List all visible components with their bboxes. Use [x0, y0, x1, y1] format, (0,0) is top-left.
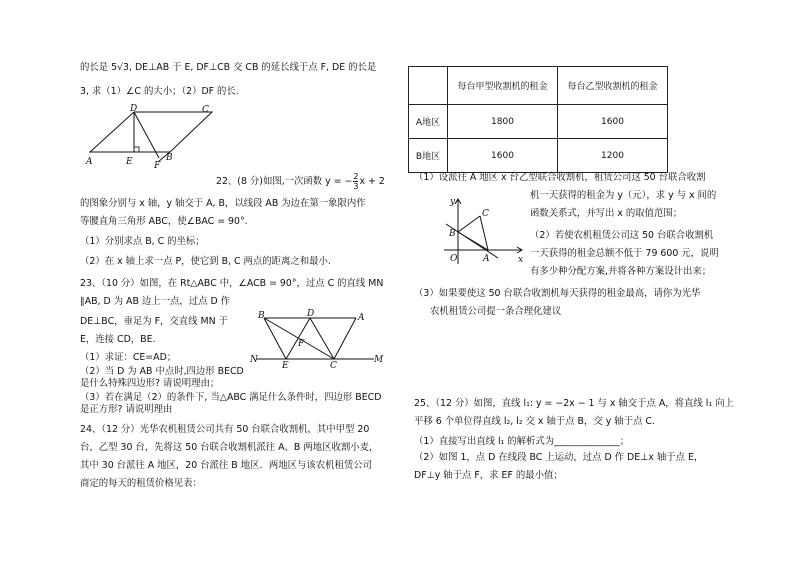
- q23-label-D: D: [307, 309, 315, 319]
- q22-text-line1: [216, 172, 385, 191]
- q22-label-B: B: [449, 229, 456, 239]
- q21-text-line2: 3, 求（1）∠C 的大小；（2）DF 的长.: [80, 86, 239, 97]
- q24-part3b: 农机租赁公司提一条合理化建议: [430, 306, 562, 317]
- q22-text-line2: 的图象分别与 x 轴，y 轴交于 A, B，以线段 AB 为边在第一象限内作: [80, 198, 366, 209]
- q21-figure: [84, 104, 224, 171]
- table-row: [409, 105, 668, 139]
- table-cell: 1600: [558, 105, 668, 139]
- q23-label-C: C: [330, 361, 337, 371]
- q24-text-line3: 其中 30 台派往 A 地区，20 台派往 B 地区．两地区与该农机租赁公司: [80, 460, 372, 471]
- q23-text-line1: 23、（10 分）如图，在 Rt△ABC 中，∠ACB = 90°，过点 C 的直线 MN: [80, 278, 384, 289]
- q22-label-x: x: [518, 255, 524, 265]
- table-cell: 1600: [448, 139, 558, 173]
- q22-label-O: O: [450, 254, 458, 264]
- q22-part1: （1）分别求点 B, C 的坐标；: [80, 236, 205, 247]
- q23-part2a: （2）当 D 为 AB 中点时,四边形 BECD: [80, 366, 244, 377]
- q23-label-B: B: [258, 311, 265, 321]
- q23-part3a: （3）若在满足（2）的条件下, 当△ABC 满足什么条件时，四边形 BECD: [80, 392, 382, 403]
- table-header-row: [409, 67, 668, 105]
- q22-fraction: [353, 172, 358, 191]
- q21-label-C: C: [202, 105, 209, 115]
- q23-label-A: A: [358, 313, 365, 323]
- table-header-type-a: 每台甲型收割机的租金: [448, 67, 558, 105]
- q24-text-line4: 商定的每天的租赁价格见表：: [80, 478, 202, 489]
- q24-part1c: 函数关系式，并写出 x 的取值范围；: [530, 208, 683, 219]
- q22-line1-end: x + 2: [359, 176, 385, 187]
- table-cell: 1200: [558, 139, 668, 173]
- q25-part2a: （2）如图 1，点 D 在线段 BC 上运动，过点 D 作 DE⊥x 轴于点 E，: [414, 452, 704, 463]
- q25-part1: （1）直接写出直线 l₁ 的解析式为______________；: [414, 436, 630, 447]
- rent-price-table: [408, 66, 668, 173]
- q23-part3b: 是正方形? 请说明理由: [80, 404, 173, 415]
- table-cell-region: B地区: [409, 139, 448, 173]
- q22-figure: [440, 194, 526, 268]
- q25-part2b: DF⊥y 轴于点 F，求 EF 的最小值；: [414, 470, 563, 481]
- q23-text-line2: ∥AB, D 为 AB 边上一点，过点 D 作: [80, 296, 231, 307]
- q23-label-M: M: [374, 355, 384, 365]
- q23-part2b: 是什么特殊四边形? 请说明理由；: [80, 378, 220, 389]
- q22-intro: 22、(8 分)如图,一次函数 y = −: [216, 176, 353, 187]
- table-cell: 1800: [448, 105, 558, 139]
- q24-part1b: 机一天获得的租金为 y（元），求 y 与 x 间的: [530, 190, 717, 201]
- q22-text-line3: 等腰直角三角形 ABC，使∠BAC = 90°.: [80, 216, 248, 227]
- q24-text-line1: 24、（12 分）光华农机租赁公司共有 50 台联合收割机，其中甲型 20: [80, 424, 370, 435]
- q22-label-C: C: [482, 209, 489, 219]
- q23-label-F: F: [298, 339, 305, 349]
- q23-figure: [250, 308, 384, 371]
- q24-part3a: （3）如果要使这 50 台联合收割机每天获得的租金最高，请你为光华: [414, 288, 701, 299]
- q21-label-F: F: [154, 161, 161, 171]
- q22-label-y: y: [450, 197, 456, 207]
- q24-text-line2: 台，乙型 30 台，先将这 50 台联合收割机派往 A、B 两地区收割小麦，: [80, 442, 379, 453]
- q24-part2a: （2）若使农机租赁公司这 50 台联合收割机: [530, 230, 714, 241]
- q21-label-B: B: [166, 153, 173, 163]
- q23-label-N: N: [250, 355, 258, 365]
- table-row: [409, 139, 668, 173]
- q21-text-line1: 的长是 5√3, DE⊥AB 于 E, DF⊥CB 交 CB 的延长线于点 F, DE 的长是: [80, 62, 377, 73]
- q23-label-E: E: [282, 361, 289, 371]
- q24-part2c: 有多少种分配方案,并将各种方案设计出来；: [530, 266, 712, 277]
- q25-text-line1: 25、（12 分）如图，直线 l₁: y = −2x − 1 与 x 轴交于点 A，将直线 l₁ 向上: [414, 398, 734, 409]
- q25-text-line2: 平移 6 个单位得直线 l₂, l₂ 交 x 轴于点 B，交 y 轴于点 C.: [414, 416, 655, 427]
- q22-label-A: A: [483, 254, 490, 264]
- table-header-corner: [409, 67, 448, 105]
- q22-frac-den: 3: [353, 182, 359, 191]
- q23-part1: （1）求证：CE=AD；: [80, 352, 177, 363]
- q23-text-line4: E，连接 CD，BE.: [80, 334, 156, 345]
- table-header-type-b: 每台乙型收割机的租金: [558, 67, 668, 105]
- q21-label-D: D: [130, 104, 138, 114]
- q24-part1a: （1）设派往 A 地区 x 台乙型联合收割机，租赁公司这 50 台联合收割: [414, 172, 706, 183]
- table-cell-region: A地区: [409, 105, 448, 139]
- q22-part2: （2）在 x 轴上求一点 P，使它到 B, C 两点的距离之和最小.: [80, 256, 331, 267]
- q21-label-A: A: [86, 157, 93, 167]
- q21-label-E: E: [126, 157, 133, 167]
- q23-text-line3: DE⊥BC，垂足为 F，交直线 MN 于: [80, 316, 228, 327]
- q24-part2b: 一天获得的租金总额不低于 79 600 元，说明: [530, 248, 719, 259]
- q22-frac-num: 2: [353, 172, 359, 181]
